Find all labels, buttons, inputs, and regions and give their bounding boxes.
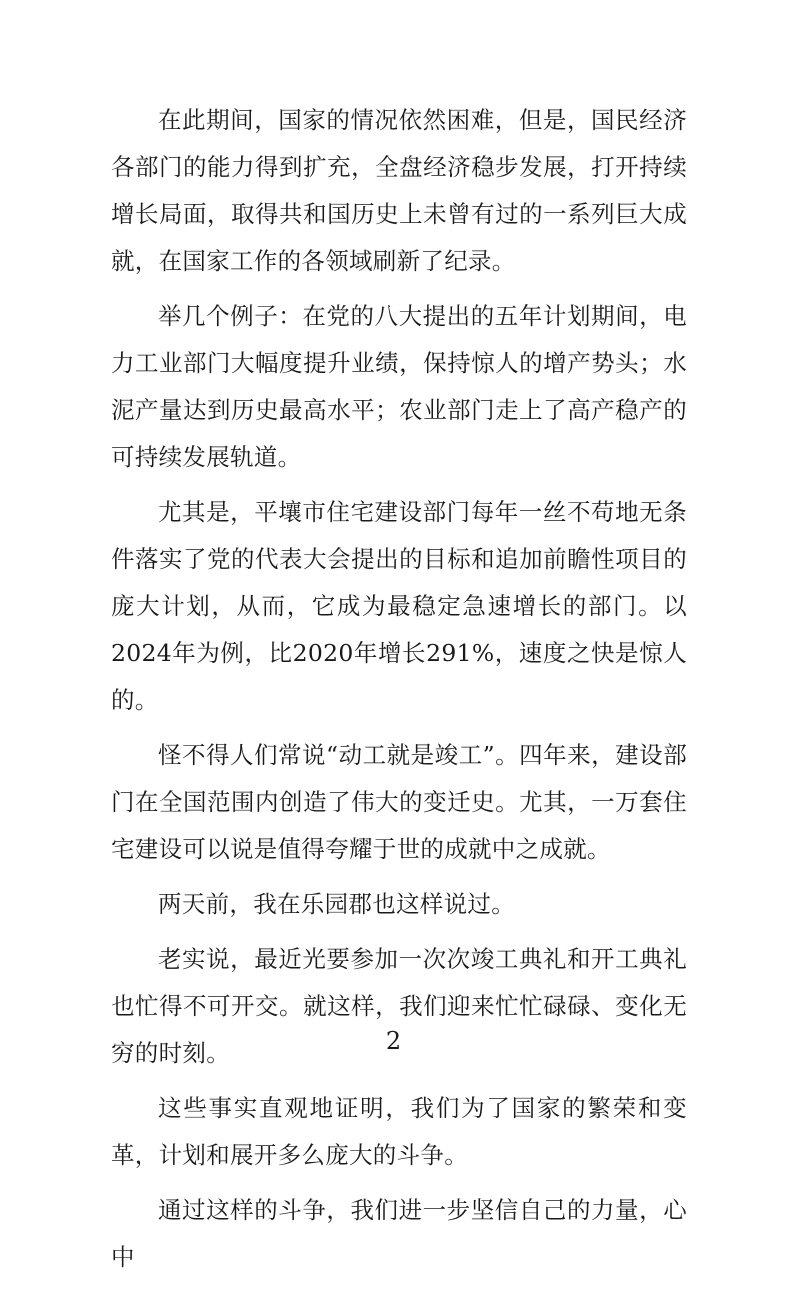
paragraph-2: 举几个例子：在党的八大提出的五年计划期间，电力工业部门大幅度提升业绩，保持惊人的增产势头；水泥产量达到历史最高水平；农业部门走上了高产稳产的可持续发展轨道。 bbox=[111, 302, 687, 471]
paragraph-3: 尤其是，平壤市住宅建设部门每年一丝不苟地无条件落实了党的代表大会提出的目标和追加前瞻性项目的庞大计划，从而，它成为最稳定急速增长的部门。以2024年为例，比2020年增长291%，速度之快是惊人的。 bbox=[111, 498, 687, 714]
paragraph-5: 两天前，我在乐园郡也这样说过。 bbox=[158, 890, 515, 918]
paragraph-8: 通过这样的斗争，我们进一步坚信自己的力量，心中 bbox=[111, 1196, 687, 1271]
paragraph-6: 老实说，最近光要参加一次次竣工典礼和开工典礼也忙得不可开交。就这样，我们迎来忙忙碌碌、变化无穷的时刻。 bbox=[111, 945, 687, 1067]
page-number: 2 bbox=[385, 1027, 402, 1055]
paragraph-4: 怪不得人们常说“动工就是竣工”。四年来，建设部门在全国范围内创造了伟大的变迁史。尤其，一万套住宅建设可以说是值得夸耀于世的成就中之成就。 bbox=[111, 741, 687, 863]
paragraph-1: 在此期间，国家的情况依然困难，但是，国民经济各部门的能力得到扩充，全盘经济稳步发展，打开持续增长局面，取得共和国历史上未曾有过的一系列巨大成就，在国家工作的各领域刷新了纪录。 bbox=[111, 106, 687, 275]
body-text bbox=[111, 97, 687, 1289]
paragraph-7: 这些事实直观地证明，我们为了国家的繁荣和变革，计划和展开多么庞大的斗争。 bbox=[111, 1094, 687, 1169]
